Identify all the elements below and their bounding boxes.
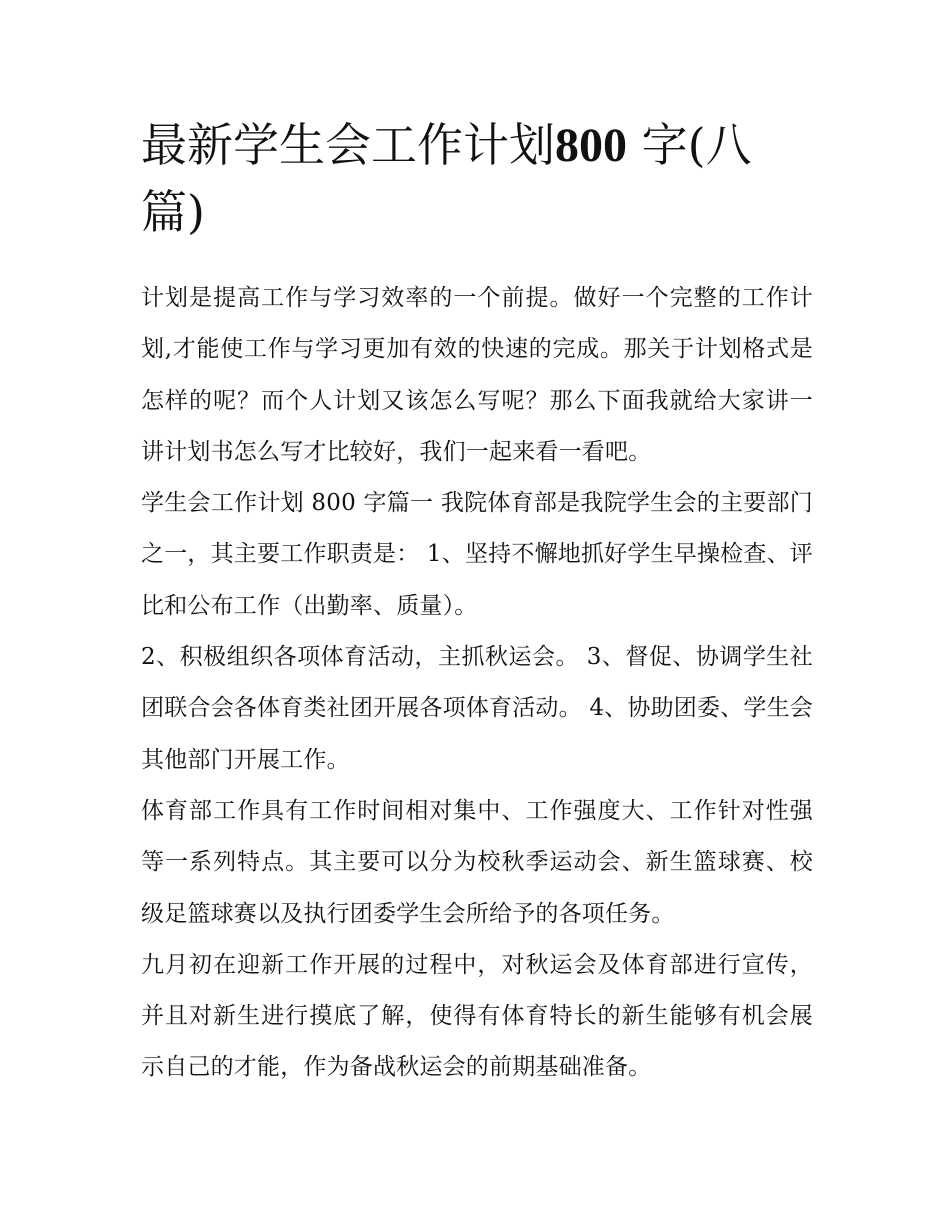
paragraph-activities: 2、积极组织各项体育活动，主抓秋运会。 3、督促、协调学生社团联合会各体育类社团开展各项体育活动。 4、协助团委、学生会其他部门开展工作。	[141, 644, 813, 773]
title-text-cn: 最新学生会工作计划	[141, 118, 555, 172]
document-body	[141, 273, 813, 1094]
paragraph-characteristics: 体育部工作具有工作时间相对集中、工作强度大、工作针对性强等一系列特点。其主要可以分为校秋季运动会、新生篮球赛、校级足篮球赛以及执行团委学生会所给予的各项任务。	[141, 797, 813, 927]
title-text-number: 800	[555, 119, 627, 172]
paragraph-intro: 计划是提高工作与学习效率的一个前提。做好一个完整的工作计划,才能使工作与学习更加有效的快速的完成。那关于计划格式是怎样的呢？而个人计划又该怎么写呢？那么下面我就给大家讲一讲计划书怎么写才比较好，我们一起来看一看吧。	[141, 285, 813, 465]
paragraph-september: 九月初在迎新工作开展的过程中，对秋运会及体育部进行宣传，并且对新生进行摸底了解，使得有体育特长的新生能够有机会展示自己的才能，作为备战秋运会的前期基础准备。	[141, 951, 813, 1081]
title-text-suffix: 字(八篇)	[141, 118, 752, 239]
paragraph-duties: 学生会工作计划 800 字篇一 我院体育部是我院学生会的主要部门之一，其主要工作职责是： 1、坚持不懈地抓好学生早操检查、评比和公布工作（出勤率、质量）。	[141, 490, 813, 619]
document-page	[141, 112, 813, 1094]
document-title	[141, 112, 813, 245]
